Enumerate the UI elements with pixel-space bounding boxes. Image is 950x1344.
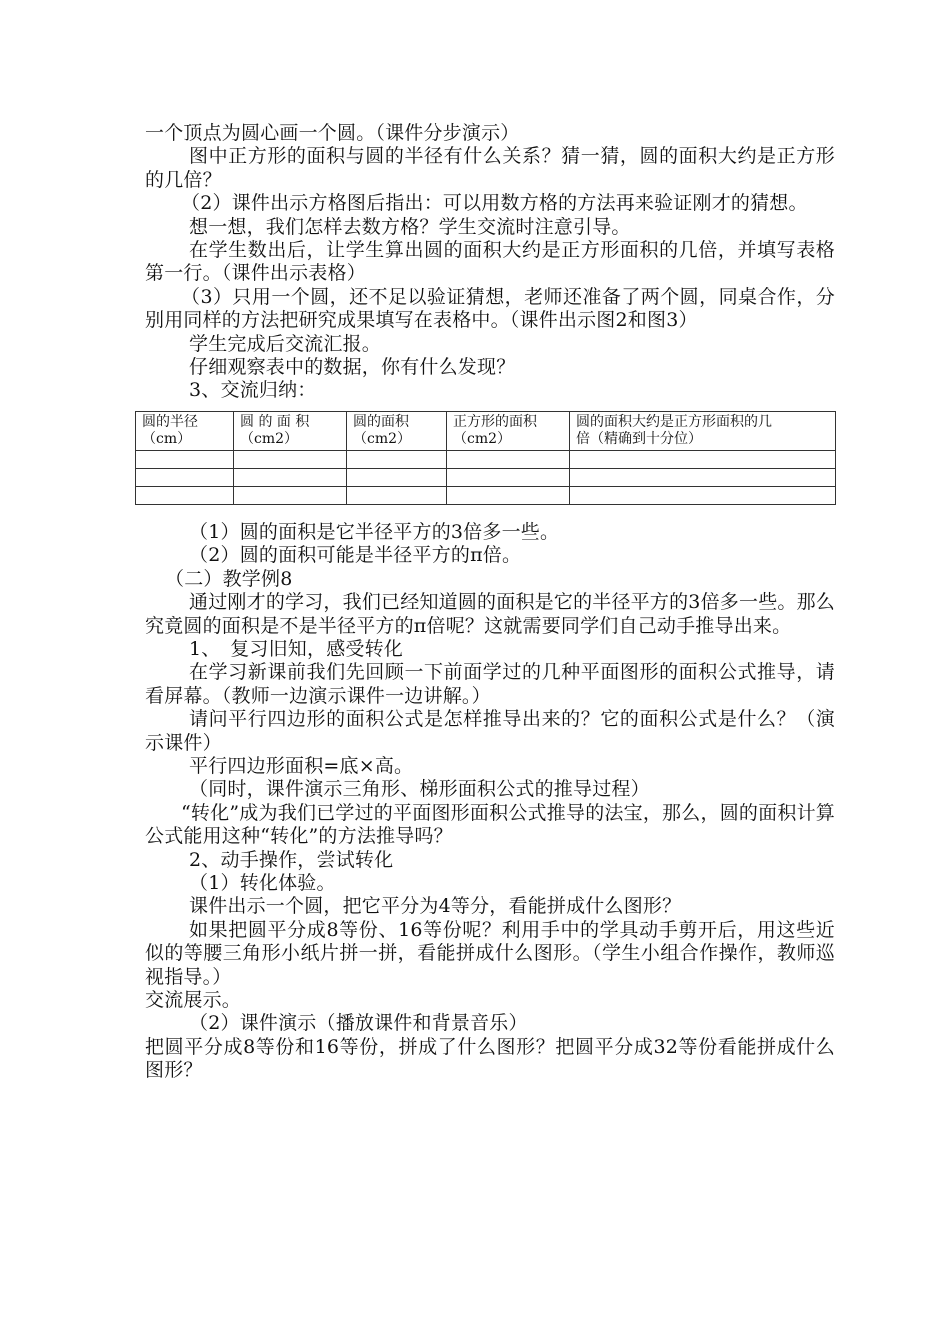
table-cell xyxy=(447,450,570,468)
paragraph: 一个顶点为圆心画一个圆。（课件分步演示） xyxy=(145,122,520,144)
table-cell xyxy=(136,450,234,468)
paragraph: （同时，课件演示三角形、梯形面积公式的推导过程） xyxy=(189,778,650,801)
table-cell xyxy=(570,450,836,468)
paragraph: 仔细观察表中的数据，你有什么发现？ xyxy=(189,356,516,379)
table-row xyxy=(136,486,836,504)
table-header-cell: 圆的半径 （cm） xyxy=(136,411,234,450)
table-header-cell: 圆 的 面 积 （cm2） xyxy=(234,411,347,450)
table-header-cell: 圆的面积大约是正方形面积的几 倍（精确到十分位） xyxy=(570,411,836,450)
paragraph: 图中正方形的面积与圆的半径有什么关系？猜一猜，圆的面积大约是正方形的几倍？ xyxy=(145,145,835,191)
paragraph: 平行四边形面积=底×高。 xyxy=(189,754,414,777)
document-body xyxy=(142,122,835,1083)
paragraph: 如果把圆平分成8等份、16等份呢？利用手中的学具动手剪开后，用这些近似的等腰三角形小纸片拼一拼，看能拼成什么图形。（学生小组合作操作，教师巡视指导。） xyxy=(145,918,835,988)
section-heading: 2、动手操作，尝试转化 xyxy=(189,848,394,871)
paragraph: 在学习新课前我们先回顾一下前面学过的几种平面图形的面积公式推导，请看屏幕。（教师一边演示课件一边讲解。） xyxy=(145,661,835,707)
paragraph: （2）圆的面积可能是半径平方的π倍。 xyxy=(189,544,522,567)
table-row xyxy=(136,450,836,468)
table-header-row xyxy=(136,411,836,450)
paragraph: 在学生数出后，让学生算出圆的面积大约是正方形面积的几倍，并填写表格第一行。（课件出示表格） xyxy=(145,239,835,285)
paragraph: 学生完成后交流汇报。 xyxy=(189,332,382,355)
table-cell xyxy=(447,486,570,504)
paragraph: “转化”成为我们已学过的平面图形面积公式推导的法宝，那么，圆的面积计算公式能用这种“转化”的方法推导吗？ xyxy=(145,801,835,848)
paragraph: 把圆平分成8等份和16等份，拼成了什么图形？把圆平分成32等份看能拼成什么图形？ xyxy=(145,1035,835,1082)
table-cell xyxy=(347,468,447,486)
data-table xyxy=(135,411,836,505)
table-cell xyxy=(136,486,234,504)
table-cell xyxy=(234,450,347,468)
table-header-cell: 圆的面积 （cm2） xyxy=(347,411,447,450)
paragraph: 通过刚才的学习，我们已经知道圆的面积是它的半径平方的3倍多一些。那么究竟圆的面积是不是半径平方的π倍呢？这就需要同学们自己动手推导出来。 xyxy=(145,591,835,637)
table-cell xyxy=(347,450,447,468)
table-row xyxy=(136,468,836,486)
paragraph: 交流展示。 xyxy=(145,989,242,1011)
section-heading: 1、 复习旧知，感受转化 xyxy=(189,637,403,660)
paragraph: 想一想，我们怎样去数方格？学生交流时注意引导。 xyxy=(189,215,631,238)
table-cell xyxy=(234,486,347,504)
paragraph: 请问平行四边形的面积公式是怎样推导出来的？它的面积公式是什么？（演示课件） xyxy=(145,708,835,754)
paragraph: （1）转化体验。 xyxy=(189,871,336,894)
table-cell xyxy=(570,468,836,486)
paragraph: （3）只用一个圆，还不足以验证猜想，老师还准备了两个圆，同桌合作，分别用同样的方法把研究成果填写在表格中。（课件出示图2和图3） xyxy=(145,285,835,332)
table-cell xyxy=(234,468,347,486)
section-heading: （二）教学例8 xyxy=(165,567,293,590)
paragraph: 课件出示一个圆，把它平分为4等分，看能拼成什么图形？ xyxy=(189,895,682,918)
table-cell xyxy=(136,468,234,486)
paragraph: （2）课件演示（播放课件和背景音乐） xyxy=(189,1012,528,1035)
paragraph: （1）圆的面积是它半径平方的3倍多一些。 xyxy=(189,520,560,543)
paragraph: 3、交流归纳： xyxy=(189,379,317,402)
table-header-cell: 正方形的面积 （cm2） xyxy=(447,411,570,450)
spacer xyxy=(145,505,835,521)
table-cell xyxy=(347,486,447,504)
table-cell xyxy=(570,486,836,504)
paragraph: （2）课件出示方格图后指出：可以用数方格的方法再来验证刚才的猜想。 xyxy=(181,192,808,215)
table-cell xyxy=(447,468,570,486)
